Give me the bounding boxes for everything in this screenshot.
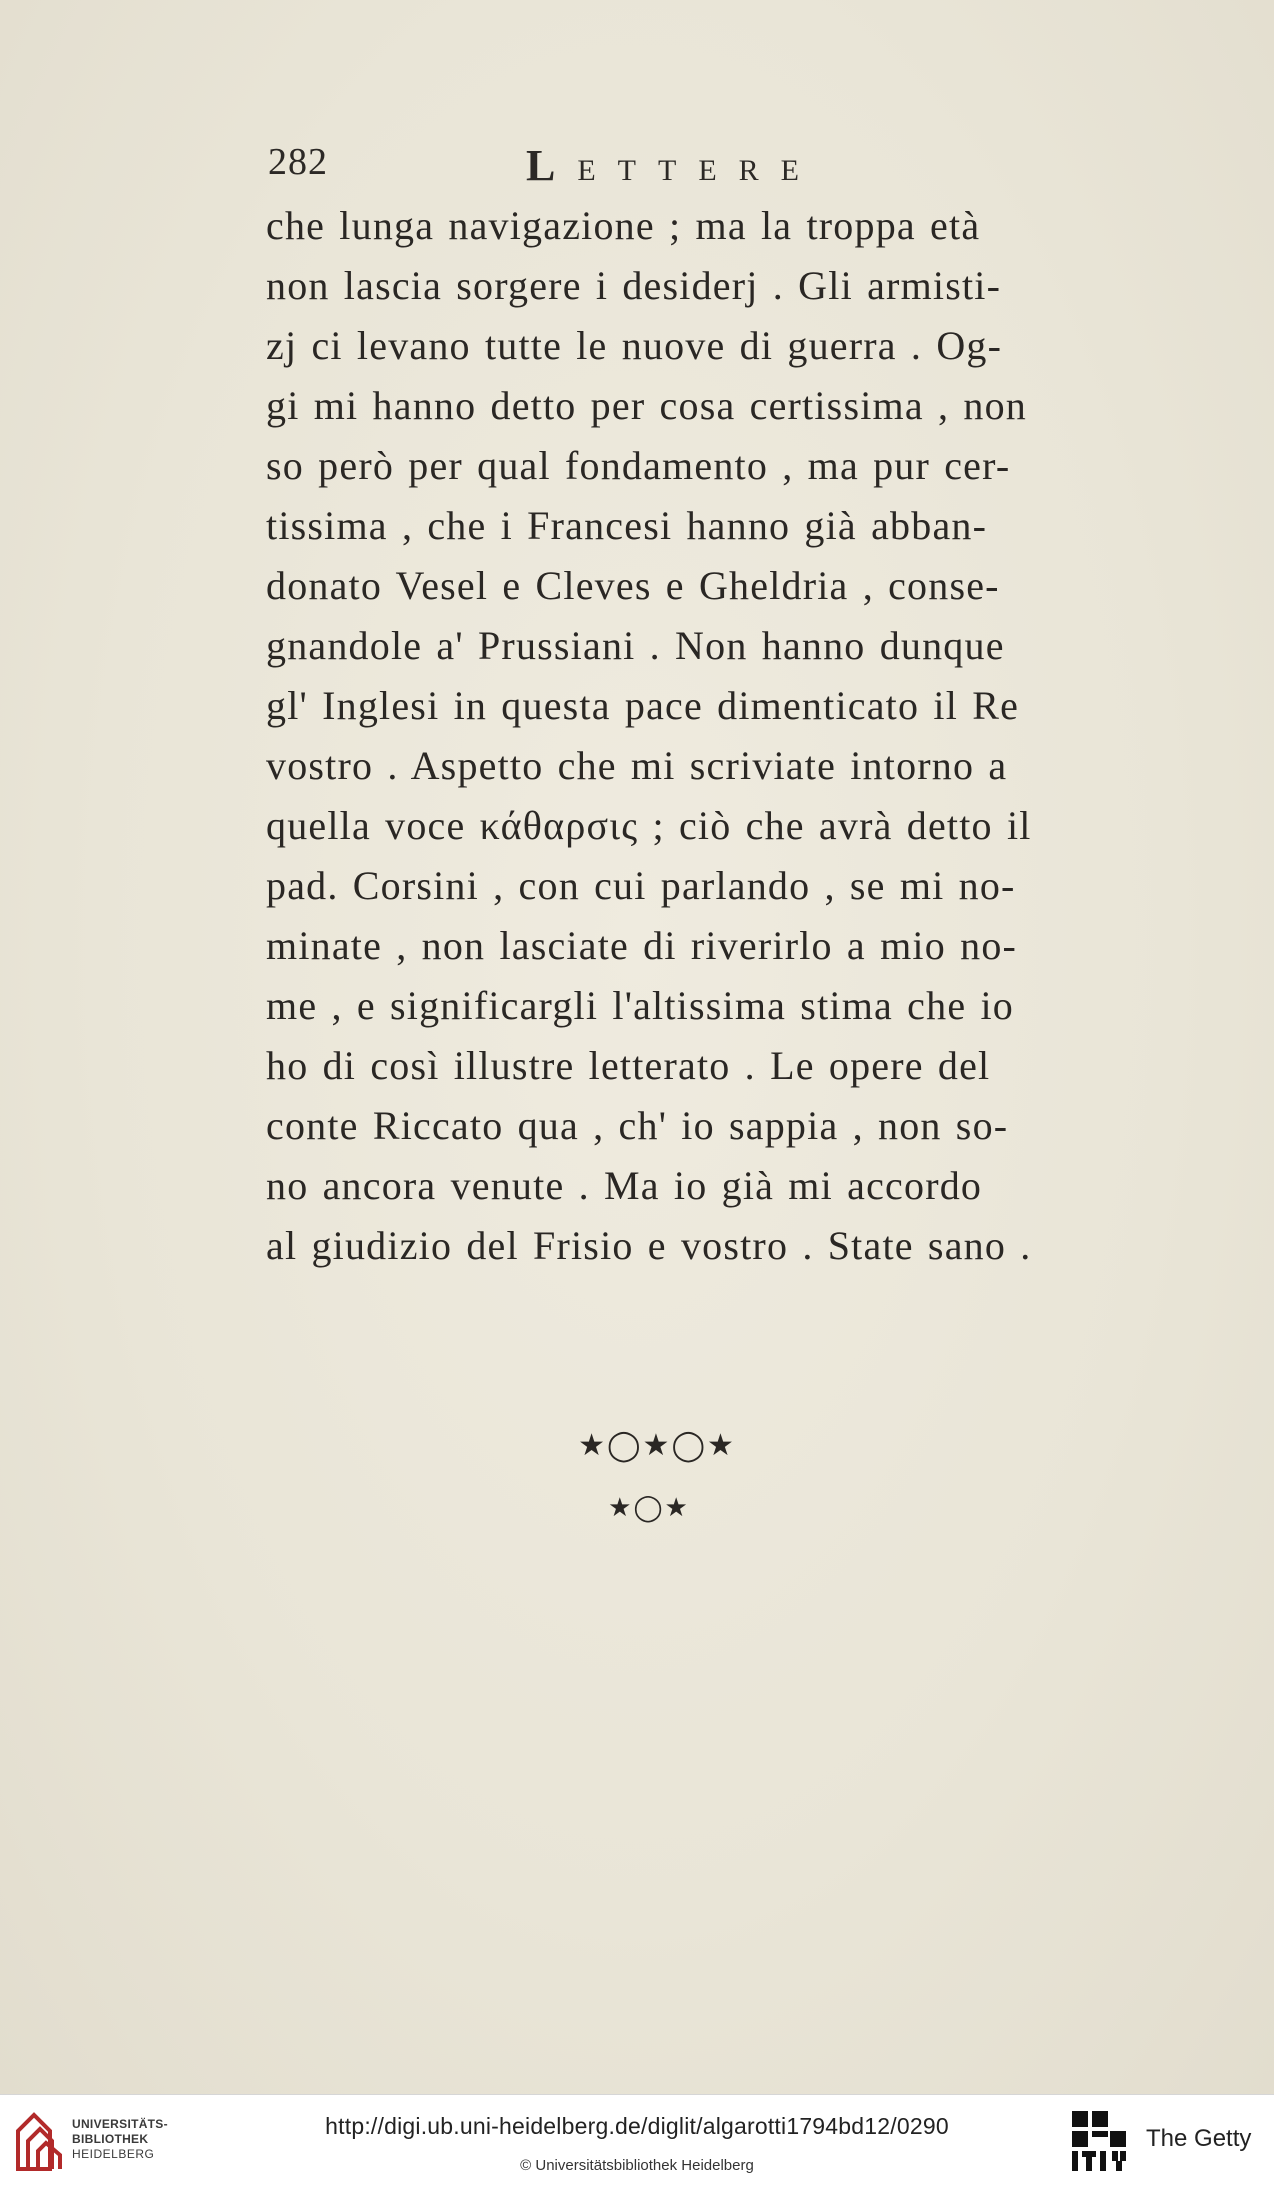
text-line: non lascia sorgere i desiderj . Gli armisti- xyxy=(266,263,1002,308)
viewer-footer xyxy=(0,2094,1274,2189)
library-name: UNIVERSITÄTS- BIBLIOTHEK HEIDELBERG xyxy=(72,2117,168,2161)
text-line: vostro . Aspetto che mi scriviate intorno a xyxy=(266,743,1008,788)
letter-body-text xyxy=(266,196,1178,1276)
ornament-top: ★◯★◯★ xyxy=(578,1428,736,1463)
page-header xyxy=(268,140,928,190)
text-line: no ancora venute . Ma io già mi accordo xyxy=(266,1163,983,1208)
running-head: LETTERE xyxy=(526,141,821,190)
text-line: donato Vesel e Cleves e Gheldria , conse- xyxy=(266,563,1000,608)
permalink-url[interactable]: http://digi.ub.uni-heidelberg.de/diglit/algarotti1794bd12/0290 xyxy=(325,2113,949,2139)
text-line: al giudizio del Frisio e vostro . State sano . xyxy=(266,1223,1032,1268)
copyright-notice: © Universitätsbibliothek Heidelberg xyxy=(520,2157,754,2174)
text-line: gi mi hanno detto per cosa certissima , non xyxy=(266,383,1027,428)
ornament-bottom: ★◯★ xyxy=(608,1493,690,1523)
text-line: conte Riccato qua , ch' io sappia , non so- xyxy=(266,1103,1009,1148)
text-line: pad. Corsini , con cui parlando , se mi no- xyxy=(266,863,1016,908)
text-line: che lunga navigazione ; ma la troppa età xyxy=(266,203,981,248)
text-line: me , e significargli l'altissima stima che io xyxy=(266,983,1014,1028)
page-number: 282 xyxy=(268,141,328,183)
text-line: tissima , che i Francesi hanno già abban- xyxy=(266,503,988,548)
text-line: quella voce κάθαρσις ; ciò che avrà detto il xyxy=(266,803,1032,848)
text-line: minate , non lasciate di riverirlo a mio no- xyxy=(266,923,1018,968)
getty-logo-icon xyxy=(1070,2109,1128,2175)
text-line: ho di così illustre letterato . Le opere del xyxy=(266,1043,991,1088)
text-line: zj ci levano tutte le nuove di guerra . Og- xyxy=(266,323,1003,368)
text-line: so però per qual fondamento , ma pur cer- xyxy=(266,443,1011,488)
text-line: gnandole a' Prussiani . Non hanno dunque xyxy=(266,623,1005,668)
text-line: gl' Inglesi in questa pace dimenticato il Re xyxy=(266,683,1020,728)
partner-name: The Getty xyxy=(1146,2125,1252,2152)
